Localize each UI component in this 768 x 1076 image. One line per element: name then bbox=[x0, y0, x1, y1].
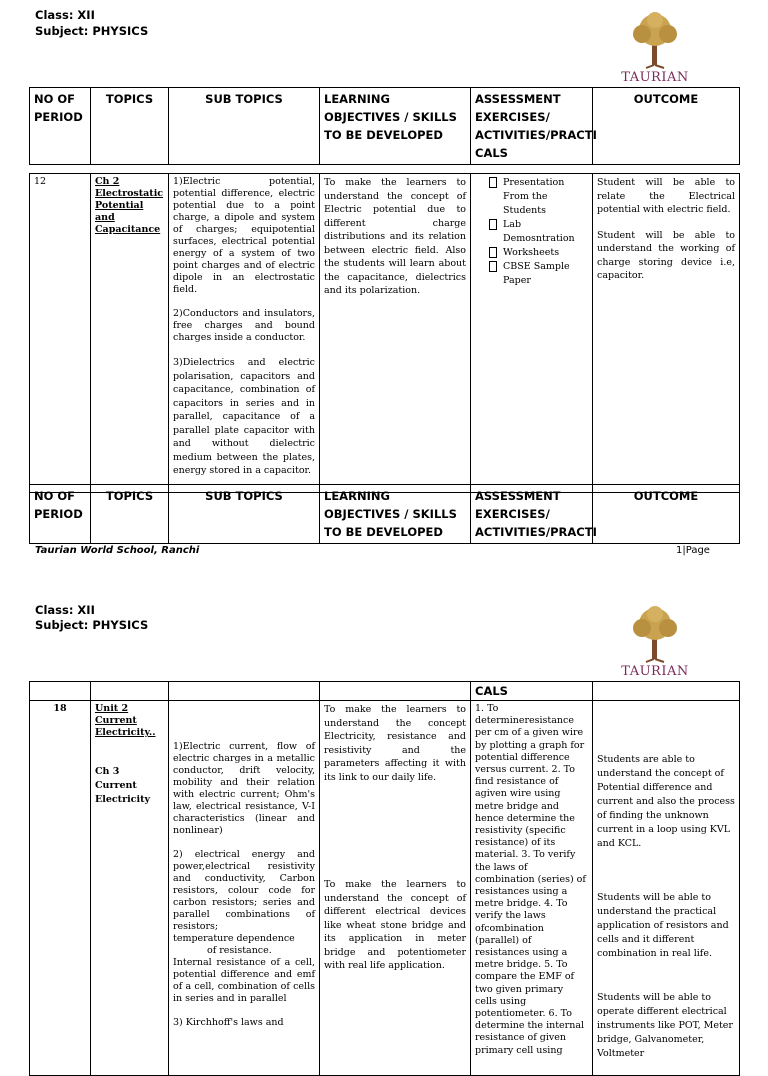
assessment-item: CBSE Sample Paper bbox=[489, 260, 588, 288]
class-label: Class: XII bbox=[35, 603, 95, 617]
subtopic-3: 3) Kirchhoff's laws and bbox=[173, 1017, 284, 1028]
logo-text: TAURIAN bbox=[621, 664, 689, 679]
assessment-cell: 1. To determineresistance per cm of a given wire by plotting a graph for potential difference versus current. 2. To find resistance of agiven wire using metre bridge and hence determine the resistivity (specific resistance) of its material. 3. To verify the laws of combination (series) of resistances using a metre bridge. 4. To verify the laws ofcombination (parallel) of resistances using a metre bridge. 5. To compare the EMF of two given primary cells using potentiometer. 6. To determine the internal resistance of given primary cell using bbox=[471, 701, 593, 1076]
col-topics: TOPICS bbox=[91, 88, 169, 165]
col-subtopics: SUB TOPICS bbox=[169, 485, 320, 544]
assessment-item: Lab Demosntration bbox=[489, 218, 588, 246]
tree-icon bbox=[620, 604, 690, 664]
subtopic-2c: of resistance. bbox=[207, 945, 272, 956]
subtopic-2b: temperature dependence bbox=[173, 933, 295, 944]
objective-1: To make the learners to understand the concept Electricity, resistance and resistivity and the parameters affecting it with its link to our daily life. bbox=[324, 704, 466, 783]
col-outcome: OUTCOME bbox=[593, 485, 740, 544]
objective-2: To make the learners to understand the concept of different electrical devices like wheat stone bridge and its application in meter bridge and potentiometer with real life application. bbox=[324, 879, 466, 971]
subtopic-cell bbox=[169, 701, 320, 1076]
header-table bbox=[29, 87, 740, 165]
col-objectives: LEARNING OBJECTIVES / SKILLS TO BE DEVELOPED bbox=[320, 88, 471, 165]
subtopic-2: 2)Conductors and insulators, free charges and bound charges inside a conductor. bbox=[173, 308, 315, 343]
bullet-icon bbox=[489, 261, 497, 272]
content-table-2 bbox=[29, 681, 740, 1076]
outcome-cell bbox=[593, 174, 740, 493]
content-table bbox=[29, 173, 740, 493]
subtopic-3: 3)Dielectrics and electric polarisation, capacitors and capacitance, combination of capacitors in series and in parallel, capacitance of a parallel plate capacitor with and without dielectric medium between the plates, energy stored in a capacitor. bbox=[173, 357, 315, 476]
topic-cell: Ch 2 Electrostatic Potential and Capacitance bbox=[91, 174, 169, 493]
class-label: Class: XII bbox=[35, 8, 95, 22]
col-topics: TOPICS bbox=[91, 485, 169, 544]
header-table-repeat bbox=[29, 484, 740, 544]
subtopic-1: 1)Electric current, flow of electric charges in a metallic conductor, drift velocity, mobility and their relation with electric current; Ohm's law, electrical resistance, V-I characteristics (linear and nonlinear) bbox=[173, 741, 315, 836]
bullet-icon bbox=[489, 219, 497, 230]
col-assessment-cont: CALS bbox=[471, 682, 593, 701]
topic-cell bbox=[91, 701, 169, 1076]
period-cell: 18 bbox=[30, 701, 91, 1076]
assessment-item: Presentation From the Students bbox=[489, 176, 588, 218]
footer-school: Taurian World School, Ranchi bbox=[35, 545, 200, 556]
objective-cell: To make the learners to understand the concept of Electric potential due to different charge distributions and its relation between electric field. Also the students will learn about the capacitance, dielectrics and its polarization. bbox=[320, 174, 471, 493]
unit-title: Unit 2 Current Electricity.. bbox=[95, 703, 156, 738]
page-number: 1|Page bbox=[676, 545, 710, 556]
subtopic-2d: Internal resistance of a cell, potential difference and emf of a cell, combination of cells in series and in parallel bbox=[173, 957, 315, 1004]
col-objectives: LEARNING OBJECTIVES / SKILLS TO BE DEVELOPED bbox=[320, 485, 471, 544]
subtopic-cell bbox=[169, 174, 320, 493]
outcome-2: Student will be able to understand the working of charge storing device i.e, capacitor. bbox=[597, 229, 735, 281]
outcome-cell bbox=[593, 701, 740, 1076]
bullet-icon bbox=[489, 177, 497, 188]
assessment-item: Worksheets bbox=[489, 246, 588, 260]
assessment-cell bbox=[471, 174, 593, 493]
subject-label: Subject: PHYSICS bbox=[35, 618, 149, 632]
col-assessment: ASSESSMENT EXERCISES/ ACTIVITIES/PRACTI bbox=[471, 485, 593, 544]
outcome-3: Students will be able to operate different electrical instruments like POT, Meter bridge, Galvanometer, Voltmeter bbox=[597, 992, 733, 1059]
outcome-1: Students are able to understand the concept of Potential difference and current and also the process of finding the unknown current in a loop using KVL and KCL. bbox=[597, 754, 735, 849]
outcome-1: Student will be able to relate the Electrical potential with electric field. bbox=[597, 177, 735, 215]
subject-label: Subject: PHYSICS bbox=[35, 24, 149, 38]
col-period: NO OF PERIOD bbox=[30, 485, 91, 544]
col-subtopics: SUB TOPICS bbox=[169, 88, 320, 165]
logo-text: TAURIAN bbox=[621, 70, 689, 85]
taurian-logo bbox=[620, 604, 690, 682]
col-outcome: OUTCOME bbox=[593, 88, 740, 165]
chapter-title: Ch 3 Current Electricity bbox=[95, 766, 150, 805]
objective-cell bbox=[320, 701, 471, 1076]
taurian-logo bbox=[620, 10, 690, 88]
tree-icon bbox=[620, 10, 690, 70]
col-assessment: ASSESSMENT EXERCISES/ ACTIVITIES/PRACTI CALS bbox=[471, 88, 593, 165]
col-period: NO OF PERIOD bbox=[30, 88, 91, 165]
outcome-2: Students will be able to understand the practical application of resistors and cells and it different combination in real life. bbox=[597, 892, 729, 959]
subtopic-1: 1)Electric potential, potential difference, electric potential due to a point charge, a dipole and system of charges; equipotential surfaces, electrical potential energy of a system of two point charges and of electric dipole in an electrostatic field. bbox=[173, 176, 315, 295]
period-cell: 12 bbox=[30, 174, 91, 493]
bullet-icon bbox=[489, 247, 497, 258]
subtopic-2: 2) electrical energy and power,electrical resistivity and conductivity, Carbon resistors, colour code for carbon resistors; series and parallel combinations of resistors; bbox=[173, 849, 315, 932]
